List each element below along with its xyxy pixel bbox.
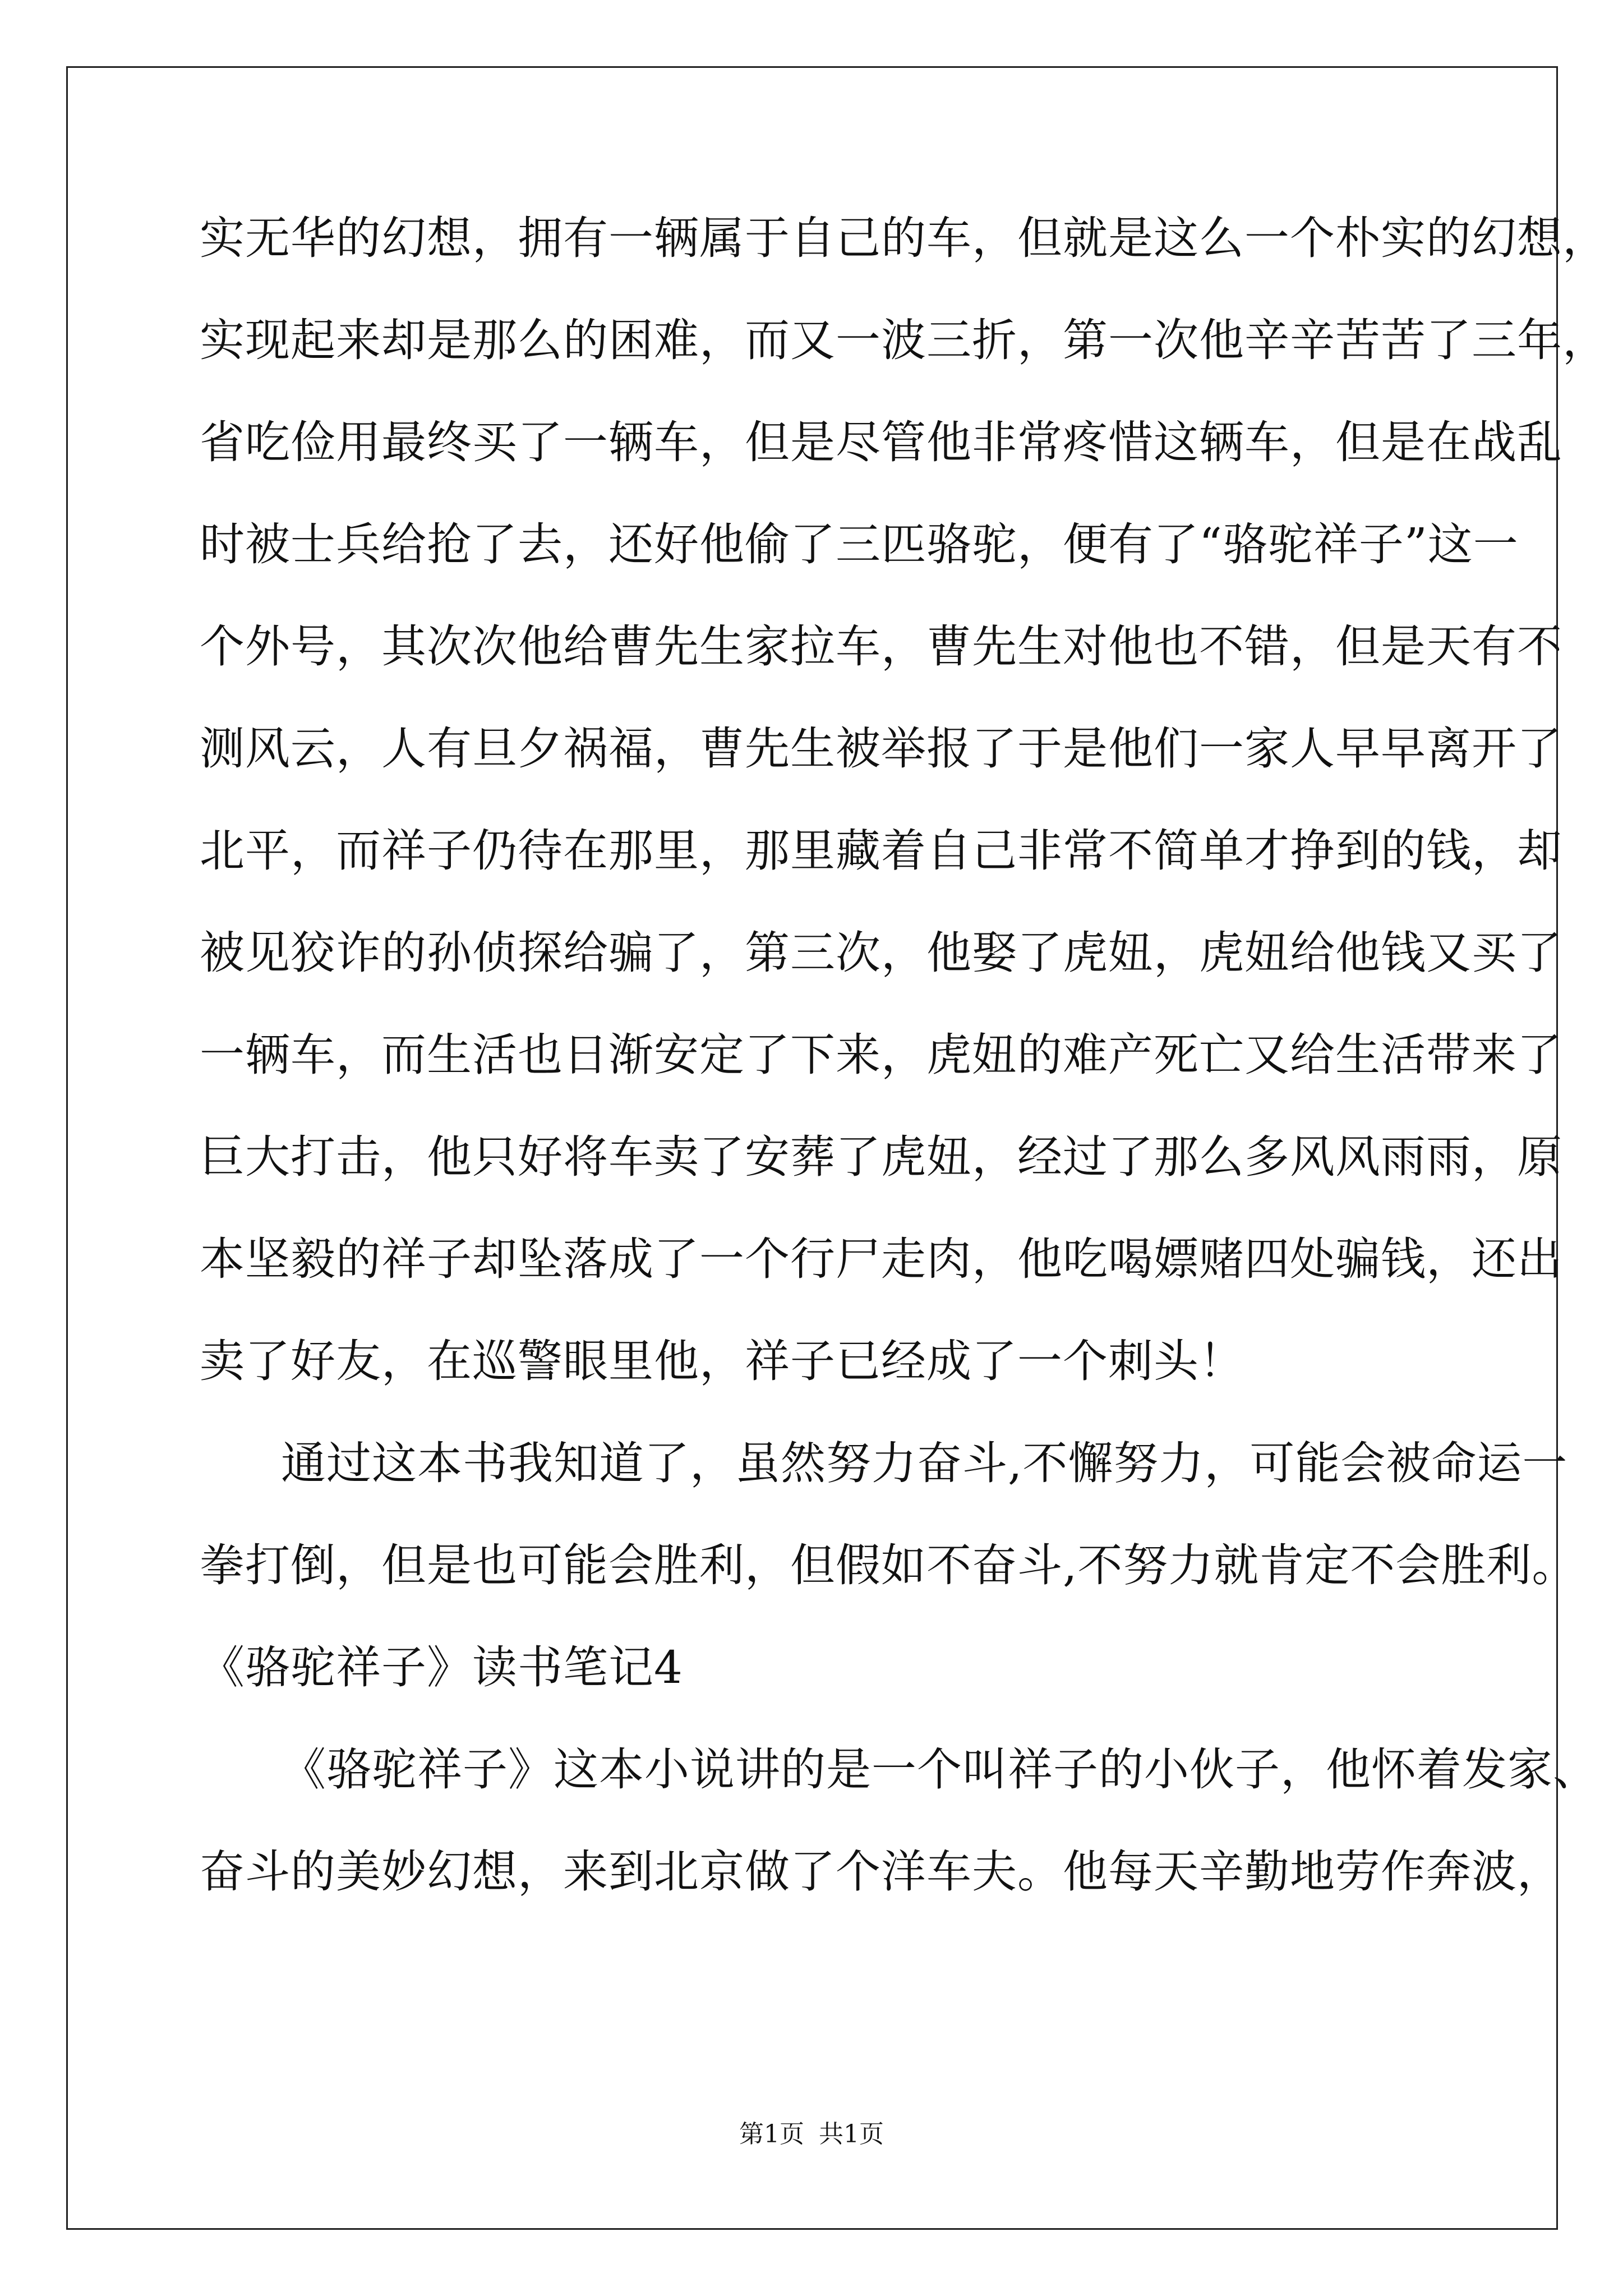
page-total: 共1页	[819, 2120, 884, 2148]
text-line: 实现起来却是那么的困难，而又一波三折，第一次他辛辛苦苦了三年，	[200, 314, 1608, 366]
paragraph-first-line: 《骆驼祥子》这本小说讲的是一个叫祥子的小伙子，他怀着发家、	[281, 1743, 1598, 1796]
page-footer	[0, 2118, 1623, 2151]
text-line: 个外号，其次次他给曹先生家拉车，曹先生对他也不错，但是天有不	[200, 620, 1562, 673]
text-line: 实无华的幻想，拥有一辆属于自己的车，但就是这么一个朴实的幻想，	[200, 212, 1608, 264]
text-line: 被见狡诈的孙侦探给骗了，第三次，他娶了虎妞，虎妞给他钱又买了	[200, 927, 1562, 979]
paragraph-first-line: 通过这本书我知道了，虽然努力奋斗,不懈努力，可能会被命运一	[281, 1437, 1568, 1489]
text-line: 奋斗的美妙幻想，来到北京做了个洋车夫。他每天辛勤地劳作奔波，	[200, 1846, 1562, 1898]
text-line: 北平，而祥子仍待在那里，那里藏着自己非常不简单才挣到的钱，却	[200, 825, 1562, 877]
text-line: 省吃俭用最终买了一辆车，但是尽管他非常疼惜这辆车，但是在战乱	[200, 416, 1562, 468]
text-line: 一辆车，而生活也日渐安定了下来，虎妞的难产死亡又给生活带来了	[200, 1029, 1562, 1081]
section-heading: 《骆驼祥子》读书笔记4	[200, 1641, 683, 1694]
page-number: 第1页	[739, 2120, 804, 2148]
text-line: 巨大打击，他只好将车卖了安葬了虎妞，经过了那么多风风雨雨，原	[200, 1131, 1562, 1183]
text-line: 测风云，人有旦夕祸福，曹先生被举报了于是他们一家人早早离开了	[200, 723, 1562, 775]
text-line: 拳打倒，但是也可能会胜利，但假如不奋斗,不努力就肯定不会胜利。	[200, 1539, 1578, 1591]
text-line: 本坚毅的祥子却坠落成了一个行尸走肉，他吃喝嫖赌四处骗钱，还出	[200, 1233, 1562, 1285]
text-line: 时被士兵给抢了去，还好他偷了三匹骆驼，便有了“骆驼祥子”这一	[200, 518, 1519, 570]
text-line: 卖了好友，在巡警眼里他，祥子已经成了一个刺头！	[200, 1335, 1244, 1387]
